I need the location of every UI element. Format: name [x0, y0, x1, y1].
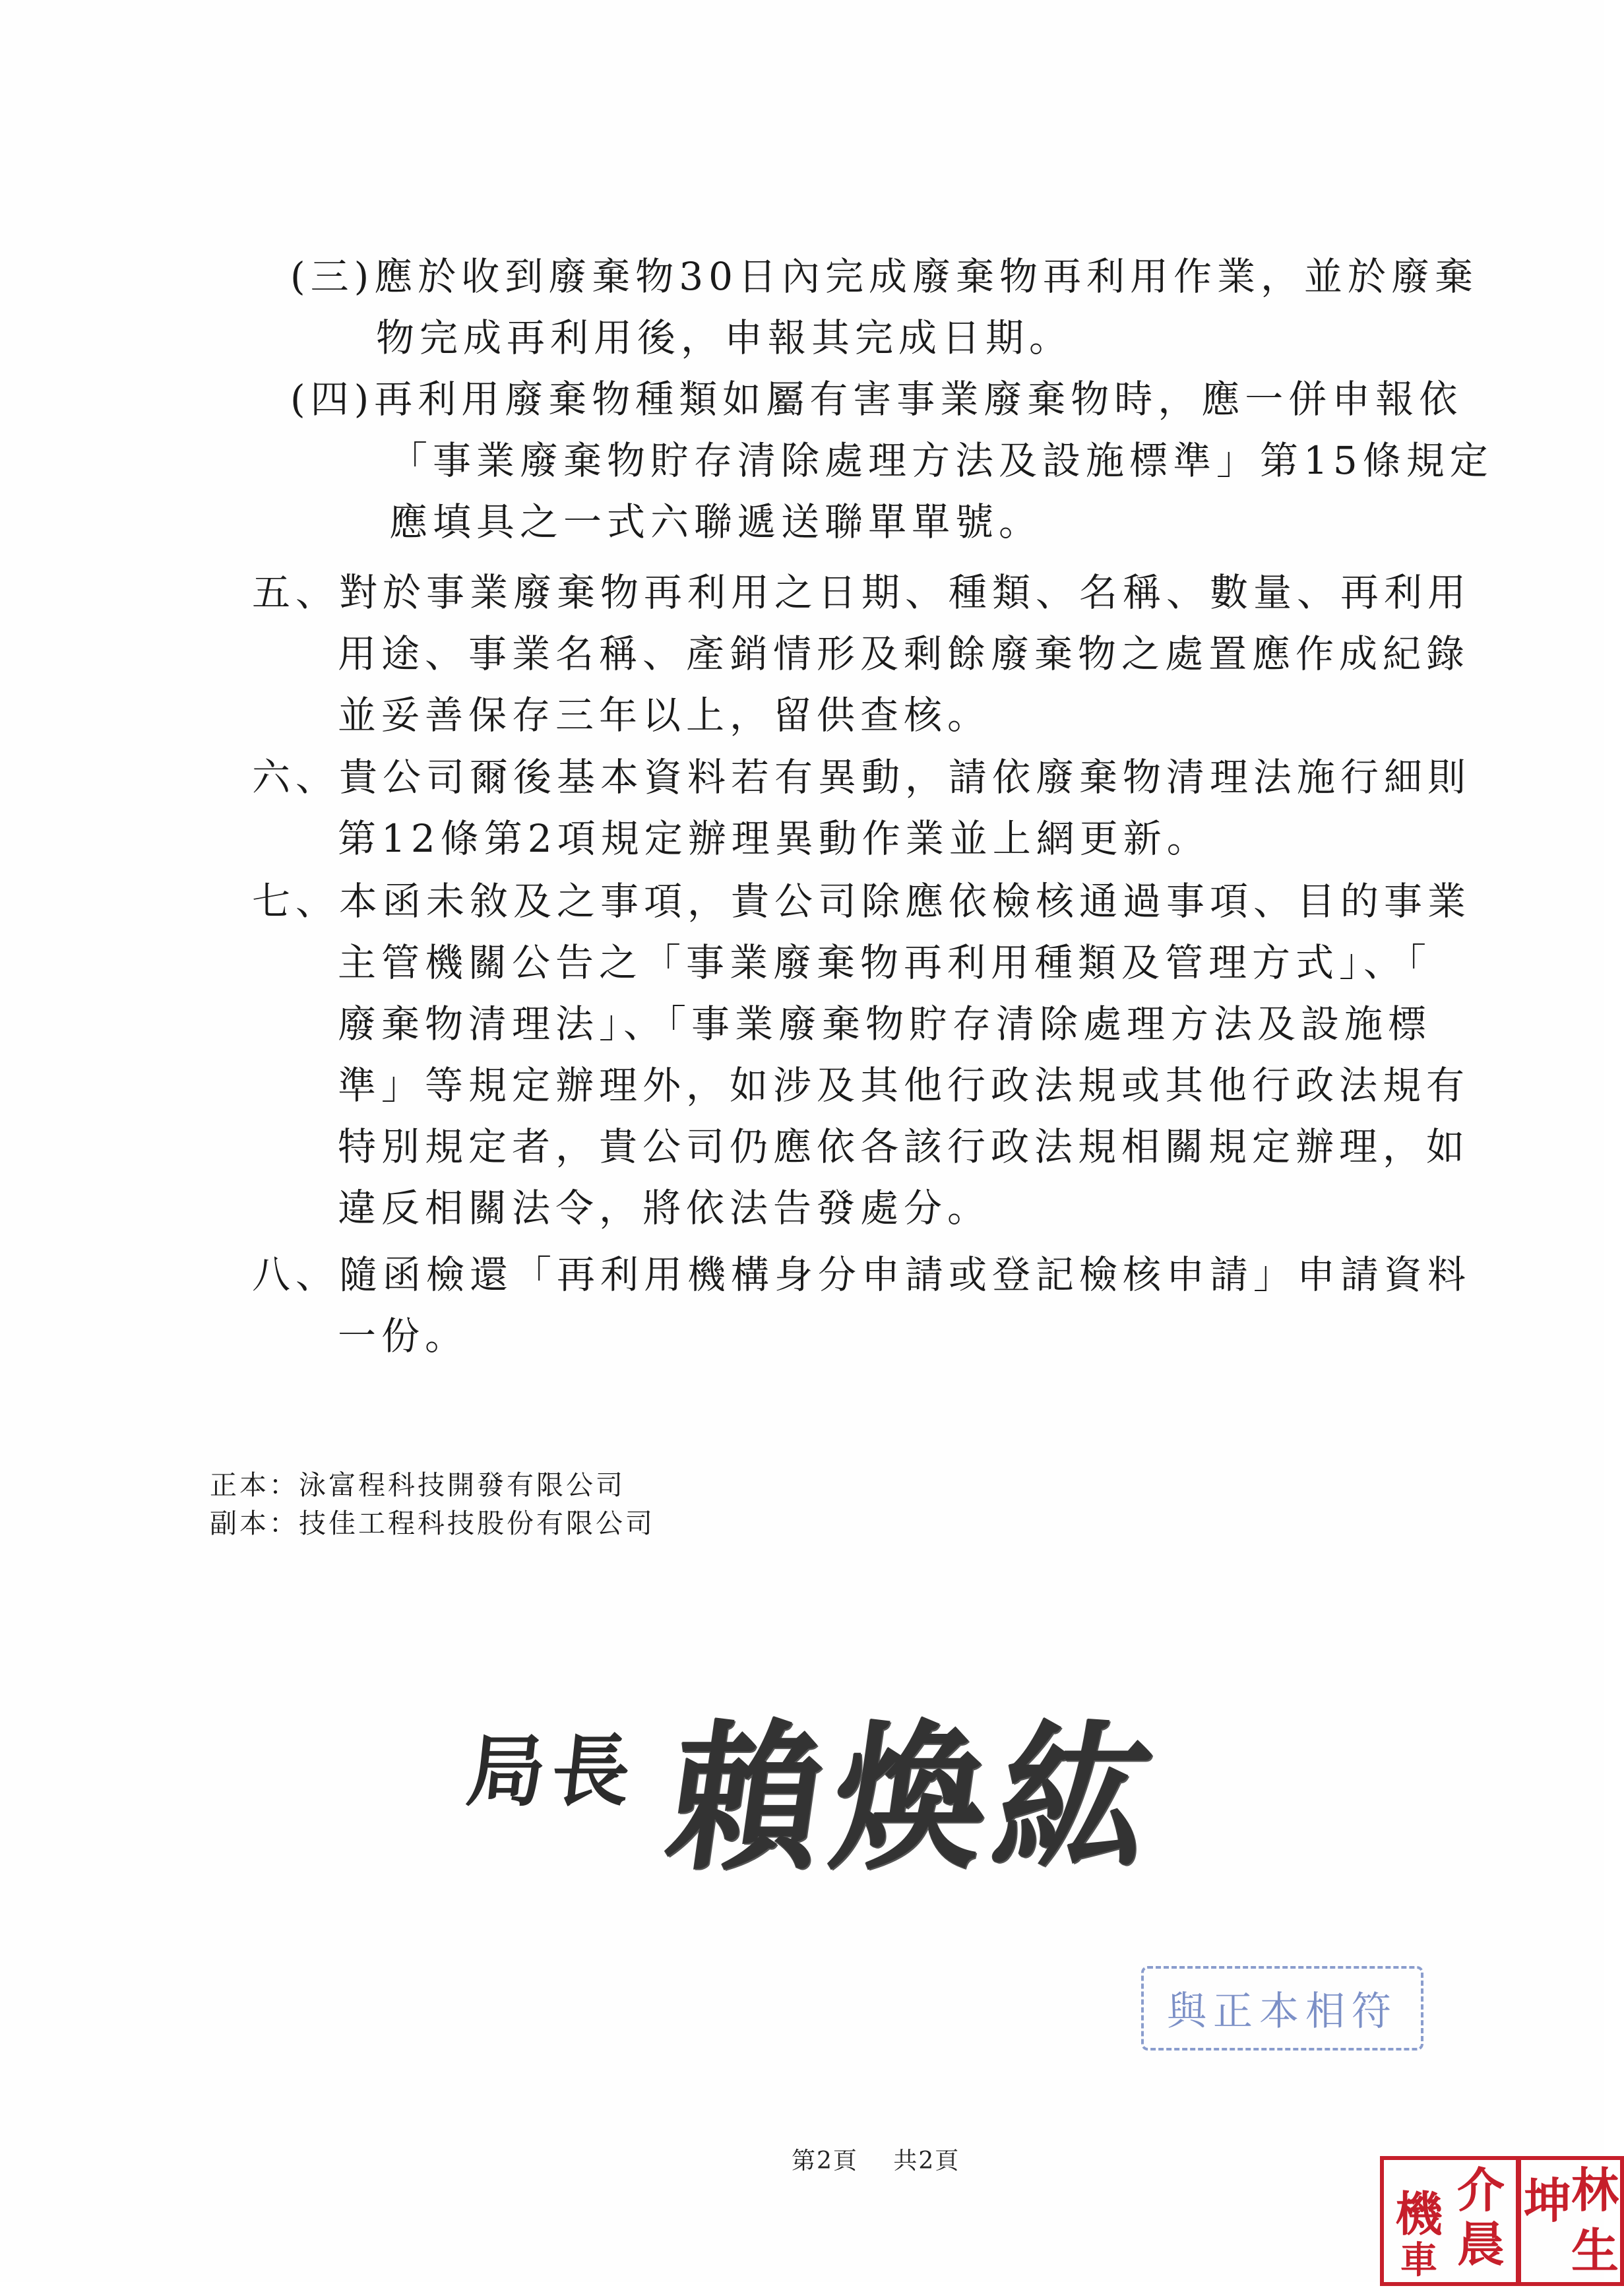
clause-7	[252, 871, 1471, 1239]
certified-copy-stamp	[1141, 1966, 1423, 2050]
seal-char: 車	[1400, 2239, 1437, 2282]
page-number: 第2頁	[792, 2147, 858, 2175]
seal-char: 介	[1456, 2162, 1505, 2218]
clause-7-line-1: 七、本函未敘及之事項，貴公司除應依檢核通過事項、目的事業	[252, 879, 1472, 924]
clause-4	[290, 369, 1493, 553]
company-seal	[1380, 2156, 1520, 2286]
clause-3-line-2: 物完成再利用後，申報其完成日期。	[376, 315, 1073, 360]
personal-seal	[1517, 2156, 1624, 2286]
clause-5-line-3: 並妥善保存三年以上，留供查核。	[338, 693, 991, 738]
clause-8-line-2: 一份。	[338, 1314, 469, 1358]
original-recipient: 正本：泳富程科技開發有限公司	[210, 1469, 625, 1501]
clause-6	[252, 747, 1471, 870]
seal-char: 機	[1394, 2186, 1443, 2242]
clause-5-line-1: 五、對於事業廢棄物再利用之日期、種類、名稱、數量、再利用	[252, 570, 1472, 615]
seal-char: 晨	[1456, 2216, 1505, 2272]
seal-char: 生	[1571, 2223, 1619, 2279]
clause-5	[252, 562, 1471, 746]
clause-7-line-3: 廢棄物清理法」、「事業廢棄物貯存清除處理方法及設施標	[338, 1001, 1432, 1046]
signatory-name: 賴煥紘	[658, 1705, 1175, 1892]
clause-7-line-5: 特別規定者，貴公司仍應依各該行政法規相關規定辦理，如	[338, 1124, 1470, 1169]
clause-5-line-2: 用途、事業名稱、產銷情形及剩餘廢棄物之處置應作成紀錄	[338, 631, 1470, 676]
page-footer	[792, 2142, 986, 2176]
clause-4-line-3: 應填具之一式六聯遞送聯單單號。	[389, 499, 1043, 544]
clause-6-line-2: 第12條第2項規定辦理異動作業並上網更新。	[338, 816, 1210, 861]
page-total: 共2頁	[893, 2147, 960, 2175]
clause-8	[252, 1244, 1471, 1367]
clause-4-line-1: (四)再利用廢棄物種類如屬有害事業廢棄物時，應一併申報依	[290, 377, 1463, 422]
certified-copy-stamp-text: 與正本相符	[1167, 1988, 1398, 2035]
seal-char	[1389, 2142, 1449, 2197]
clause-8-line-1: 八、隨函檢還「再利用機構身分申請或登記檢核申請」申請資料	[252, 1252, 1472, 1297]
copy-recipients	[210, 1466, 655, 1542]
clause-7-line-6: 違反相關法令，將依法告發處分。	[338, 1186, 991, 1230]
duplicate-recipient: 副本：技佳工程科技股份有限公司	[210, 1508, 655, 1539]
clause-7-line-2: 主管機關公告之「事業廢棄物再利用種類及管理方式」、「	[338, 940, 1432, 985]
clause-6-line-1: 六、貴公司爾後基本資料若有異動，請依廢棄物清理法施行細則	[252, 755, 1472, 800]
clause-4-line-2: 「事業廢棄物貯存清除處理方法及設施標準」第15條規定	[389, 438, 1493, 483]
signatory-title: 局長	[462, 1725, 642, 1817]
clause-3	[290, 246, 1478, 369]
seal-char: 坤	[1524, 2173, 1572, 2229]
seal-char: 林	[1571, 2162, 1619, 2218]
clause-3-line-1: (三)應於收到廢棄物30日內完成廢棄物再利用作業，並於廢棄	[290, 254, 1479, 299]
clause-7-line-4: 準」等規定辦理外，如涉及其他行政法規或其他行政法規有	[338, 1063, 1470, 1108]
